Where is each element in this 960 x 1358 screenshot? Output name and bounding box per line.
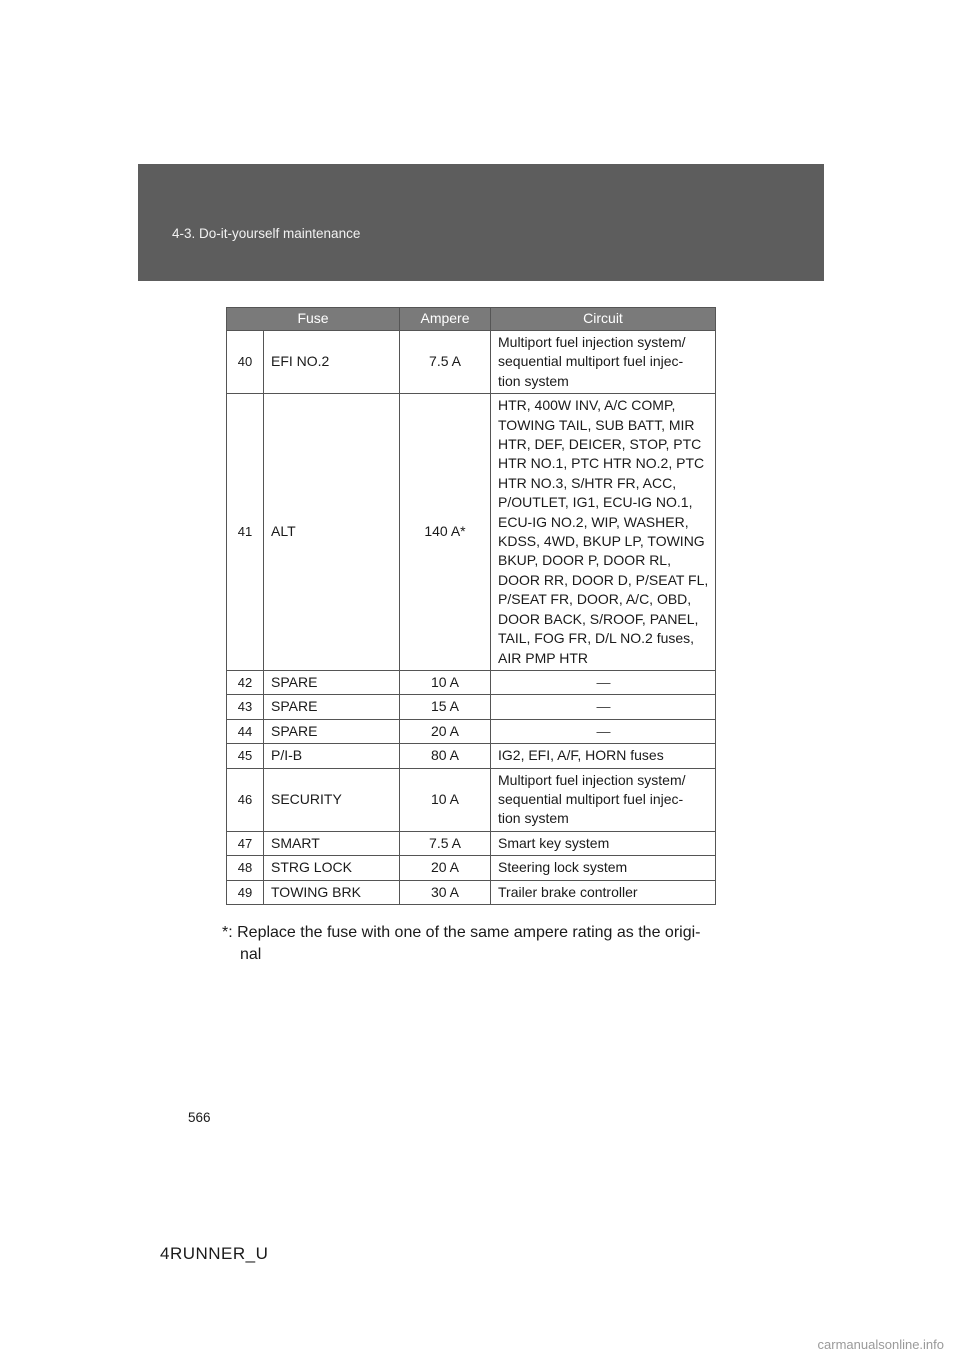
section-header-band	[138, 164, 824, 281]
watermark: carmanualsonline.info	[817, 1337, 944, 1352]
fuse-ampere: 7.5 A	[400, 831, 491, 855]
table-row	[227, 744, 716, 768]
column-header-fuse: Fuse	[227, 308, 400, 331]
fuse-number: 47	[227, 831, 264, 855]
table-row	[227, 768, 716, 831]
fuse-ampere: 7.5 A	[400, 331, 491, 394]
model-code: 4RUNNER_U	[160, 1244, 269, 1263]
fuse-ampere: 140 A*	[400, 394, 491, 671]
fuse-name: SPARE	[264, 670, 400, 694]
table-row	[227, 331, 716, 394]
fuse-ampere: 10 A	[400, 768, 491, 831]
fuse-name: STRG LOCK	[264, 856, 400, 880]
fuse-ampere: 20 A	[400, 719, 491, 743]
fuse-circuit: HTR, 400W INV, A/C COMP, TOWING TAIL, SUB BATT, MIR HTR, DEF, DEICER, STOP, PTC HTR NO.1, PTC HTR NO.2, PTC HTR NO.3, S/HTR FR, ACC, P/OUTLET, IG1, ECU-IG NO.1, ECU-IG NO.2, WIP, WASHER, KDSS, 4WD, BKUP LP, TOWING BKUP, DOOR P, DOOR RL, DOOR RR, DOOR D, P/SEAT FL, P/SEAT FR, DOOR, A/C, OBD, DOOR BACK, S/ROOF, PANEL, TAIL, FOG FR, D/L NO.2 fuses, AIR PMP HTR	[491, 394, 716, 671]
table-row	[227, 856, 716, 880]
section-title: 4-3. Do-it-yourself maintenance	[172, 226, 361, 241]
fuse-circuit: —	[491, 719, 716, 743]
fuse-name: EFI NO.2	[264, 331, 400, 394]
fuse-circuit: Multiport fuel injection system/ sequential multiport fuel injec- tion system	[491, 768, 716, 831]
fuse-number: 46	[227, 768, 264, 831]
footnote	[222, 922, 732, 966]
fuse-ampere: 30 A	[400, 880, 491, 904]
fuse-circuit: Multiport fuel injection system/ sequential multiport fuel injec- tion system	[491, 331, 716, 394]
fuse-name: SMART	[264, 831, 400, 855]
footnote-line: *: Replace the fuse with one of the same ampere rating as the origi-	[222, 924, 701, 941]
fuse-name: P/I-B	[264, 744, 400, 768]
table-row	[227, 880, 716, 904]
table-row	[227, 719, 716, 743]
fuse-circuit: —	[491, 695, 716, 719]
fuse-circuit: Smart key system	[491, 831, 716, 855]
page-number: 566	[188, 1110, 211, 1125]
fuse-number: 41	[227, 394, 264, 671]
fuse-name: SPARE	[264, 719, 400, 743]
fuse-ampere: 15 A	[400, 695, 491, 719]
fuse-name: SECURITY	[264, 768, 400, 831]
fuse-number: 42	[227, 670, 264, 694]
table-row	[227, 831, 716, 855]
fuse-number: 43	[227, 695, 264, 719]
fuse-name: SPARE	[264, 695, 400, 719]
fuse-ampere: 80 A	[400, 744, 491, 768]
fuse-number: 40	[227, 331, 264, 394]
fuse-number: 49	[227, 880, 264, 904]
column-header-circuit: Circuit	[491, 308, 716, 331]
fuse-name: ALT	[264, 394, 400, 671]
fuse-number: 48	[227, 856, 264, 880]
fuse-table	[226, 307, 716, 905]
fuse-circuit: IG2, EFI, A/F, HORN fuses	[491, 744, 716, 768]
fuse-number: 45	[227, 744, 264, 768]
fuse-circuit: Trailer brake controller	[491, 880, 716, 904]
column-header-ampere: Ampere	[400, 308, 491, 331]
table-row	[227, 695, 716, 719]
fuse-circuit: Steering lock system	[491, 856, 716, 880]
table-row	[227, 394, 716, 671]
fuse-circuit: —	[491, 670, 716, 694]
fuse-ampere: 10 A	[400, 670, 491, 694]
table-header-row	[227, 308, 716, 331]
fuse-ampere: 20 A	[400, 856, 491, 880]
fuse-number: 44	[227, 719, 264, 743]
table-row	[227, 670, 716, 694]
footnote-continuation: nal	[240, 946, 262, 963]
fuse-name: TOWING BRK	[264, 880, 400, 904]
